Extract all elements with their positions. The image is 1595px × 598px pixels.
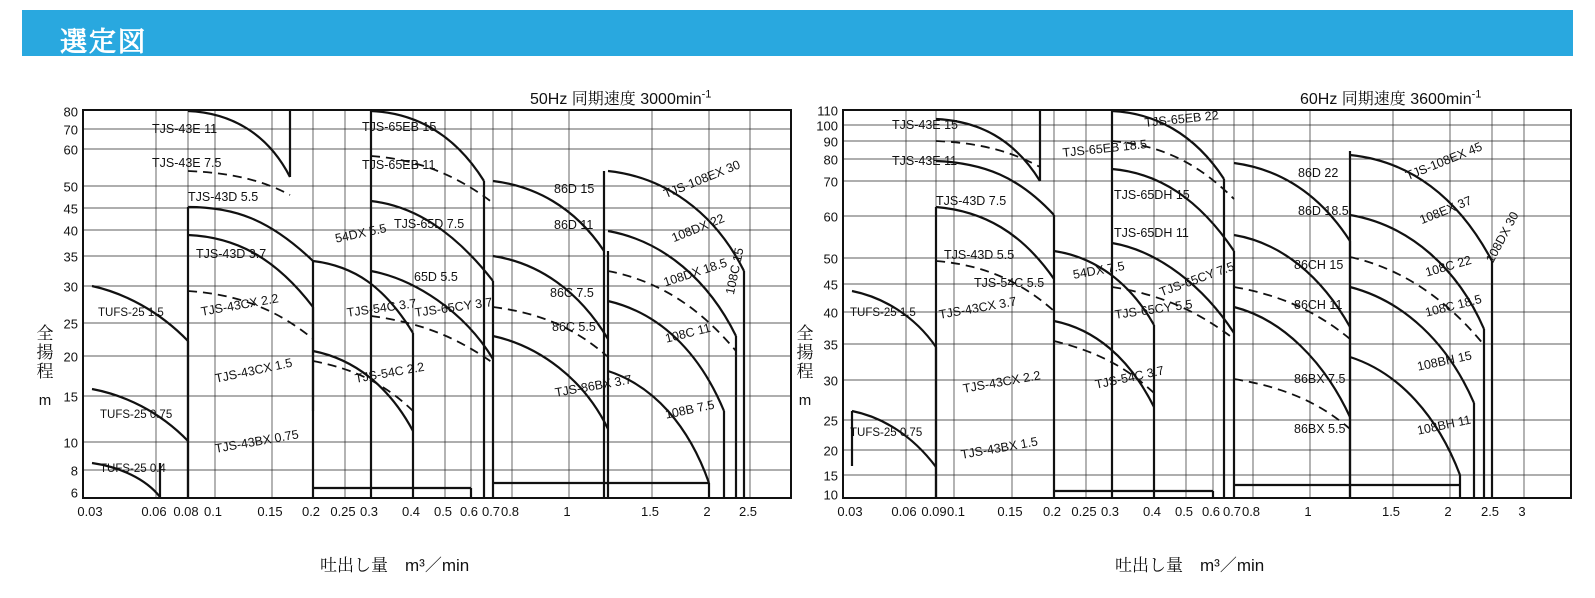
curve-label: 108DX 22 <box>669 211 727 246</box>
curve-label: TJS-43D 5.5 <box>188 190 259 204</box>
chart-title-60hz: 60Hz 同期速度 $3600\min^{-1}$ <box>1300 88 1482 108</box>
y-axis-ticks-60hz: 110 100 90 80 70 60 50 45 40 35 30 25 20 15 10 <box>816 103 838 503</box>
curve-label: TJS-43BX 0.75 <box>213 427 300 456</box>
curve-label: TUFS-25 0.75 <box>100 409 173 421</box>
curve-label: TJS-43BX 1.5 <box>959 434 1039 462</box>
curve-label: 86D 18.5 <box>1298 204 1349 218</box>
curve-label: TUFS-25 0.75 <box>850 427 923 439</box>
curve-label: 86CH 11 <box>1294 298 1343 312</box>
curve-label: TJS-54C 5.5 <box>974 276 1045 290</box>
curve-label: TJS-65CY 3.7 <box>413 295 494 320</box>
section-header-bar <box>22 10 1573 56</box>
curve-label: TJS-43E 7.5 <box>152 156 222 170</box>
curve-label: 86D 22 <box>1298 166 1339 180</box>
plot-area-60hz <box>842 109 1572 499</box>
curve-label: TJS-54C 3.7 <box>345 296 418 320</box>
curve-label: TJS-65DH 11 <box>1114 226 1189 240</box>
curve-label: 108EX 37 <box>1417 193 1474 228</box>
curve-label: 108BH 15 <box>1415 348 1474 374</box>
y-axis-label-60hz: 全揚 程 m <box>796 324 814 409</box>
curve-label: 108DX 18.5 <box>661 255 729 290</box>
curve-label: TJS-54C 2.2 <box>353 359 426 386</box>
curve-label: TUFS-25 1.5 <box>850 307 916 319</box>
curve-label: 108C 15 <box>723 246 747 296</box>
curve-label: 108C 18.5 <box>1423 292 1484 320</box>
x-axis-label-50hz: 吐出し量 m³／min <box>320 556 470 575</box>
y-axis-label-50hz: 全揚 程 m <box>36 324 54 409</box>
curve-label: 108C 11 <box>663 320 713 346</box>
curve-label: TJS-43E 15 <box>892 118 959 132</box>
curve-label: 86D 11 <box>554 218 594 232</box>
curve-label: 86BX 5.5 <box>1294 422 1346 436</box>
curve-label: 108DX 30 <box>1483 209 1522 266</box>
plot-area-50hz <box>82 109 792 499</box>
curve-label: 65D 5.5 <box>414 270 458 284</box>
curve-label: TJS-65EB 11 <box>362 158 436 172</box>
curve-label: TJS-65EB 15 <box>362 120 437 134</box>
y-axis-ticks-50hz: 80 70 60 50 45 40 35 30 25 20 15 10 8 6 <box>63 104 78 501</box>
curve-label: TJS-43D 5.5 <box>944 248 1015 262</box>
curve-label: 108B 7.5 <box>663 397 716 422</box>
curve-label: TUFS-25 1.5 <box>98 307 164 319</box>
curve-label: TJS-65EB 18.5 <box>1061 137 1148 160</box>
x-axis-ticks-60hz: 0.03 0.06 0.09 0.1 0.15 0.2 0.25 0.3 0.4 0.5 0.6 0.7 0.8 1 1.5 2 2.5 3 <box>837 504 1526 519</box>
curve-label: TJS-65CY 7.5 <box>1157 259 1237 300</box>
curve-label: TJS-86BX 3.7 <box>553 372 633 400</box>
curve-label: TJS-54C 3.7 <box>1093 363 1166 392</box>
curve-label: 108C 22 <box>1423 253 1474 280</box>
x-axis-ticks-50hz: 0.03 0.06 0.08 0.1 0.15 0.2 0.25 0.3 0.4 0.5 0.6 0.7 0.8 1 1.5 2 2.5 <box>77 504 758 519</box>
curve-label: TUFS-25 0.4 <box>100 463 166 475</box>
curve-label: 54DX 5.5 <box>333 221 388 246</box>
curve-label: TJS-43E 11 <box>892 154 958 168</box>
curve-label: 86C 7.5 <box>550 286 594 300</box>
curve-label: TJS-43E 11 <box>152 122 218 136</box>
curve-label: 108BH 11 <box>1415 412 1473 438</box>
curve-label: 86C 5.5 <box>552 320 596 334</box>
curve-label: TJS-43D 7.5 <box>936 194 1007 208</box>
curve-label: 86D 15 <box>554 182 595 196</box>
page-title: 選定図 <box>60 27 147 57</box>
curve-label: TJS-108EX 30 <box>661 157 743 202</box>
curve-label: TJS-108EX 45 <box>1403 139 1485 184</box>
curve-label: TJS-65DH 15 <box>1114 188 1190 202</box>
curve-label: TJS-43CX 2.2 <box>199 291 280 319</box>
curve-label: TJS-43D 3.7 <box>196 247 267 261</box>
curve-label: TJS-43CX 1.5 <box>213 355 294 386</box>
curve-label: TJS-65EB 22 <box>1143 108 1220 130</box>
curve-label: TJS-65CY 5.5 <box>1113 297 1194 322</box>
curve-label: 54DX 7.5 <box>1071 258 1126 282</box>
curve-label: TJS-65D 7.5 <box>394 217 465 231</box>
curve-label: 86BX 7.5 <box>1294 372 1346 386</box>
chart-panel-50hz <box>20 66 800 586</box>
chart-panel-60hz <box>796 66 1590 586</box>
curve-label: TJS-43CX 2.2 <box>961 368 1042 396</box>
x-axis-label-60hz: 吐出し量 m³／min <box>1115 556 1265 575</box>
curve-label: 86CH 15 <box>1294 258 1344 272</box>
chart-title-50hz: 50Hz 同期速度 $3000\min^{-1}$ <box>530 88 712 108</box>
curve-label: TJS-43CX 3.7 <box>937 294 1018 322</box>
